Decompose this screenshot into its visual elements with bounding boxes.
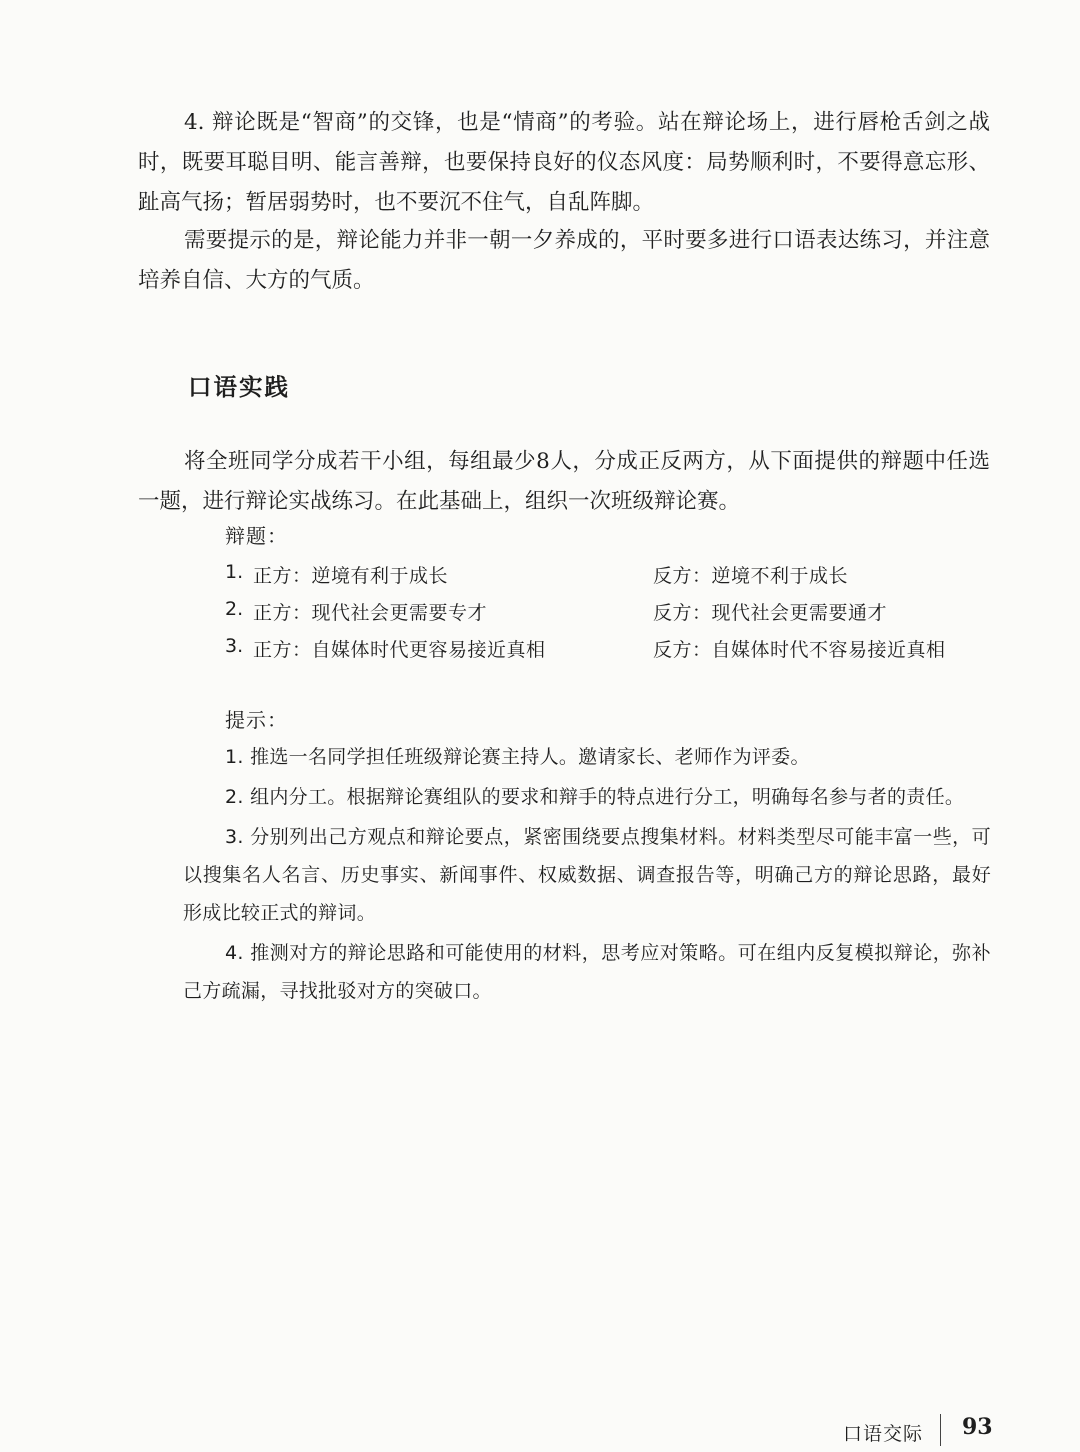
topic-number: 1. <box>225 561 244 583</box>
topic-pro-side: 正方：现代社会更需要专才 <box>253 602 488 624</box>
topic-con-side: 反方：自媒体时代不容易接近真相 <box>653 639 946 661</box>
debate-topic-list <box>225 553 995 664</box>
tips-label: 提示： <box>225 708 288 732</box>
topic-number: 2. <box>225 598 244 620</box>
debate-topic-row <box>225 627 995 664</box>
topic-pro-side: 正方：自媒体时代更容易接近真相 <box>253 639 546 661</box>
footer-section-name: 口语交际 <box>843 1423 924 1445</box>
debate-topic-row <box>225 590 995 627</box>
tip-item: 2. 组内分工。根据辩论赛组队的要求和辩手的特点进行分工，明确每名参与者的责任。 <box>225 786 965 808</box>
tip-item: 4. 推测对方的辩论思路和可能使用的材料，思考应对策略。可在组内反复模拟辩论，弥补己方疏漏，寻找批驳对方的突破口。 <box>183 942 991 1002</box>
topic-con-side: 反方：现代社会更需要通才 <box>653 602 888 624</box>
tips-list <box>183 738 991 1012</box>
paragraph-practice-reminder: 需要提示的是，辩论能力并非一朝一夕养成的，平时要多进行口语表达练习，并注意培养自信、大方的气质。 <box>138 228 990 293</box>
tip-item: 1. 推选一名同学担任班级辩论赛主持人。邀请家长、老师作为评委。 <box>225 746 810 768</box>
section-intro: 将全班同学分成若干小组，每组最少8人，分成正反两方，从下面提供的辩题中任选一题，进行辩论实战练习。在此基础上，组织一次班级辩论赛。 <box>138 449 990 514</box>
topic-pro-side: 正方：逆境有利于成长 <box>253 565 449 587</box>
footer-divider <box>940 1414 941 1446</box>
topic-con-side: 反方：逆境不利于成长 <box>653 565 849 587</box>
tip-item: 3. 分别列出己方观点和辩论要点，紧密围绕要点搜集材料。材料类型尽可能丰富一些，可以搜集名人名言、历史事实、新闻事件、权威数据、调查报告等，明确己方的辩论思路，最好形成比较正式的辩词。 <box>183 826 991 924</box>
page-number: 93 <box>962 1414 993 1440</box>
topics-label: 辩题： <box>225 524 288 548</box>
section-heading: 口语实践 <box>188 373 290 401</box>
topic-number: 3. <box>225 635 244 657</box>
debate-topic-row <box>225 553 995 590</box>
paragraph-debate-emotional-intelligence: 4. 辩论既是“智商”的交锋，也是“情商”的考验。站在辩论场上，进行唇枪舌剑之战时，既要耳聪目明、能言善辩，也要保持良好的仪态风度：局势顺利时，不要得意忘形、趾高气扬；暂居弱势时，也不要沉不住气，自乱阵脚。 <box>138 110 990 215</box>
